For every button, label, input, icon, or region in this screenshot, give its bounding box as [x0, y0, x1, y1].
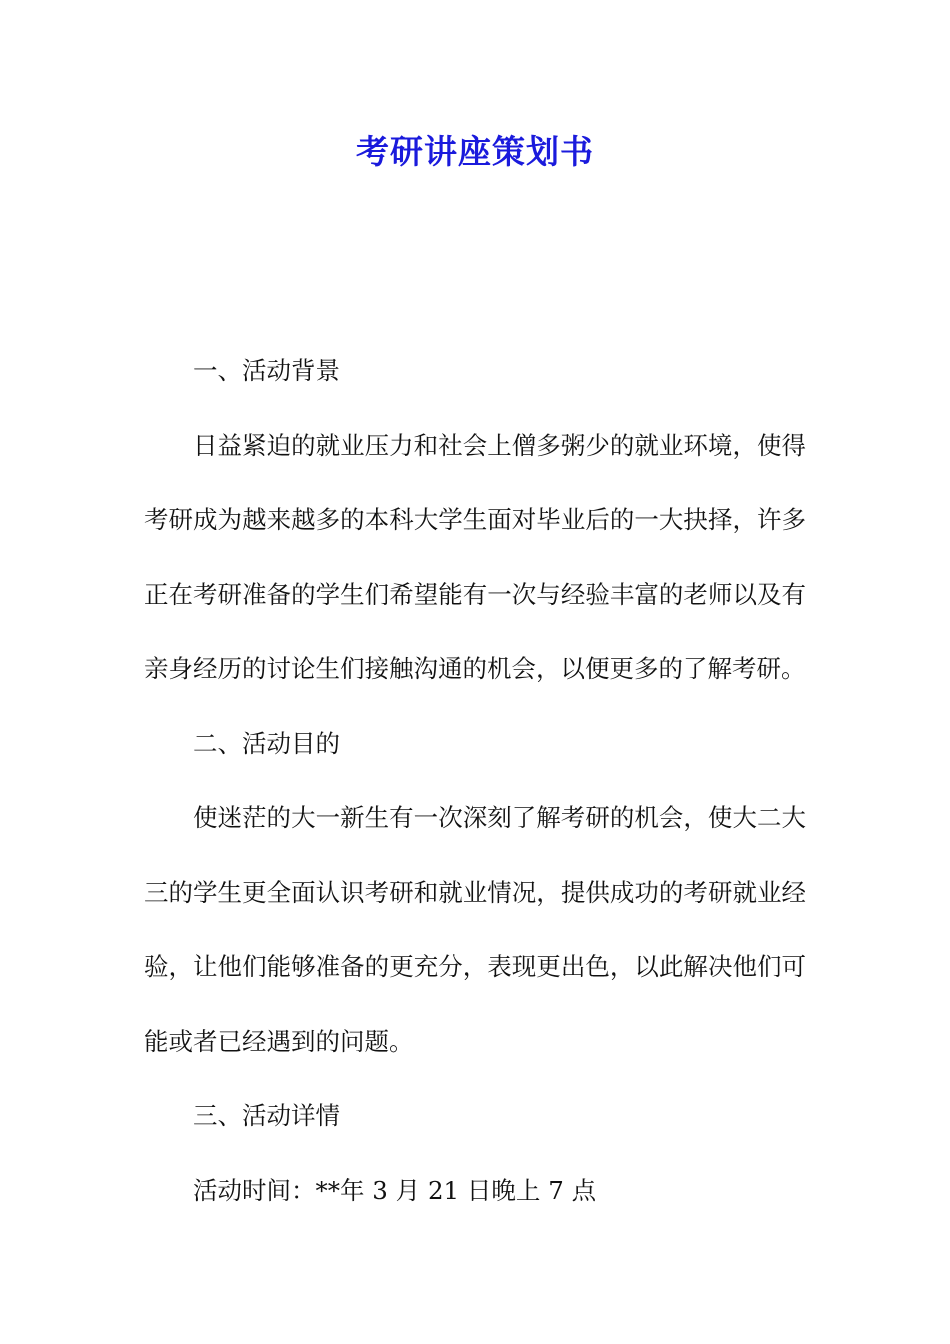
section-paragraph-purpose: 使迷茫的大一新生有一次深刻了解考研的机会，使大二大三的学生更全面认识考研和就业情况，提供成功的考研就业经验，让他们能够准备的更充分，表现更出色，以此解决他们可能或者已经遇到的问题。	[144, 803, 806, 1056]
section-heading-purpose: 二、活动目的	[193, 728, 340, 758]
section-heading-details: 三、活动详情	[193, 1101, 340, 1130]
section-paragraph-activity-time: 活动时间：**年 3 月 21 日晚上 7 点	[193, 1175, 597, 1205]
document-body	[144, 334, 806, 1228]
document-title: 考研讲座策划书	[356, 132, 594, 171]
section-paragraph-background: 日益紧迫的就业压力和社会上僧多粥少的就业环境，使得考研成为越来越多的本科大学生面对毕业后的一大抉择，许多正在考研准备的学生们希望能有一次与经验丰富的老师以及有亲身经历的讨论生们接触沟通的机会，以便更多的了解考研。	[144, 430, 806, 683]
section-heading-background: 一、活动背景	[193, 356, 340, 385]
